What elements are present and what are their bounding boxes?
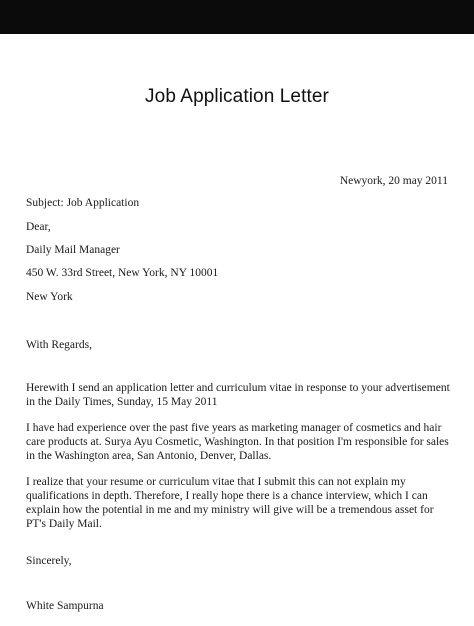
regards-line: With Regards, bbox=[26, 339, 92, 351]
top-bar bbox=[0, 0, 474, 34]
paragraph-2: I have had experience over the past five years as marketing manager of cosmetics and hair care products at. Surya Ayu Cosmetic, Washington. In that position I'm responsible for sales in the Washington area, San Antonio, Denver, Dallas. bbox=[26, 422, 449, 462]
salutation: Dear, bbox=[26, 221, 51, 233]
letter-page bbox=[0, 34, 474, 626]
paragraph-3: I realize that your resume or curriculum vitae that I submit this can not explain my qualifications in depth. Therefore, I really hope there is a chance interview, which I can explain how the potential in me and my ministry will give will be a tremendous asset for PT's Daily Mail. bbox=[26, 476, 434, 530]
recipient-city: New York bbox=[26, 291, 73, 303]
recipient-name: Daily Mail Manager bbox=[26, 244, 120, 256]
subject-line: Subject: Job Application bbox=[26, 197, 140, 209]
letter-title: Job Application Letter bbox=[145, 86, 329, 107]
signature-name: White Sampurna bbox=[26, 600, 104, 612]
recipient-address: 450 W. 33rd Street, New York, NY 10001 bbox=[26, 267, 219, 279]
paragraph-1: Herewith I send an application letter and curriculum vitae in response to your advertisement in the Daily Times, Sunday, 15 May 2011 bbox=[26, 382, 450, 408]
closing-line: Sincerely, bbox=[26, 555, 72, 567]
letter-date: Newyork, 20 may 2011 bbox=[339, 175, 448, 187]
